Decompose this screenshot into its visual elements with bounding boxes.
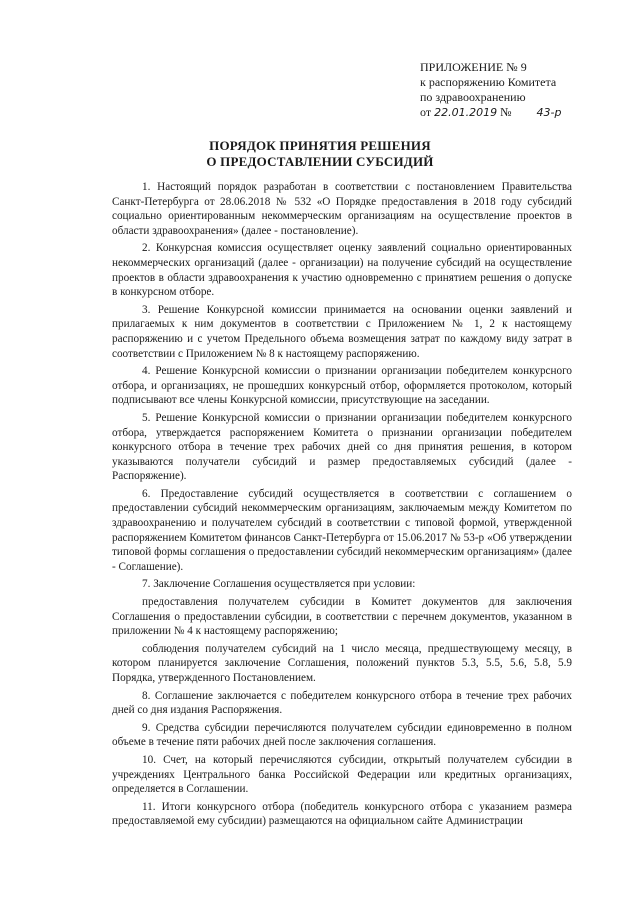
paragraph-11: 11. Итоги конкурсного отбора (победитель конкурсного отбора с указанием размера предоставляемой ему субсидии) размещаются на официальном сайте Администрации [112,800,572,828]
paragraph-7: 7. Заключение Соглашения осуществляется при условии: [142,578,416,591]
paragraph-2: 2. Конкурсная комиссия осуществляет оценку заявлений социально ориентированных некоммерческих организаций (далее - организации) на получение субсидий на осуществление проектов в области здравоохранения к участию одновременно с принятием решения о допуске в конкурсном отборе. [112,242,572,299]
document-title [0,138,640,170]
paragraph-8: 8. Соглашение заключается с победителем конкурсного отбора в течение трех рабочих дней со дня издания Распоряжения. [112,689,572,717]
paragraph-7-condition-2: соблюдения получателем субсидий на 1 число месяца, предшествующему месяцу, в котором планируется заключение Соглашения, положений пунктов 5.3, 5.5, 5.6, 5.8, 5.9 Порядка, утвержденного Постановлением. [112,642,572,684]
date-prefix: от [420,105,432,119]
appendix-header [420,60,600,120]
paragraph-7-condition-1: предоставления получателем субсидии в Комитет документов для заключения Соглашения о предоставлении субсидии, в соответствии с перечнем документов, указанном в приложении № 4 к настоящему распоряжению; [112,596,572,638]
document-body [112,180,572,832]
title-line-1: ПОРЯДОК ПРИНЯТИЯ РЕШЕНИЯ [209,138,431,153]
paragraph-10: 10. Счет, на который перечисляются субсидии, открытый получателем субсидии в учреждениях Центрального банка Российской Федерации или кредитных организациях, определяется в Соглашении. [112,753,572,796]
appendix-line-3: по здравоохранению [420,90,526,104]
paragraph-4: 4. Решение Конкурсной комиссии о признании организации победителем конкурсного отбора, и организациях, не прошедших конкурсный отбор, оформляется протоколом, который подписывают все члены Конкурсной комиссии, присутствующие на заседании. [112,365,572,407]
paragraph-3: 3. Решение Конкурсной комиссии принимается на основании оценки заявлений и прилагаемых к ним документов в соответствии с Приложением № 1, 2 к настоящему распоряжению и с учетом Предельного объема возмещения затрат по каждому виду затрат в соответствии с Приложением № 8 к настоящему распоряжению. [112,303,572,360]
title-line-2: О ПРЕДОСТАВЛЕНИИ СУБСИДИЙ [206,154,434,169]
appendix-title: ПРИЛОЖЕНИЕ № 9 [420,60,527,74]
paragraph-5: 5. Решение Конкурсной комиссии о признании организации победителем конкурсного отбора, утверждается распоряжением Комитета о признании организации победителем конкурсного отбора в течение трех рабочих дней со дня принятия решения, в котором указываются получатели субсидий и размер предоставляемых субсидий (далее - Распоряжение). [112,411,572,483]
paragraph-9: 9. Средства субсидии перечисляются получателем субсидии единовременно в полном объеме в течение пяти рабочих дней после заключения соглашения. [112,721,572,749]
appendix-line-2: к распоряжению Комитета [420,75,557,89]
paragraph-1: 1. Настоящий порядок разработан в соответствии с постановлением Правительства Санкт-Петербурга от 28.06.2018 № 532 «О Порядке предоставления в 2018 году субсидий социально ориентированным некоммерческим организациям на осуществление проектов в области здравоохранения» (далее - постановление). [112,181,572,237]
handwritten-number: 43-р [536,106,562,119]
appendix-date-line [420,105,600,120]
handwritten-date: 22.01.2019 [434,106,498,119]
number-prefix: № [500,105,512,119]
paragraph-6: 6. Предоставление субсидий осуществляется в соответствии с соглашением о предоставлении субсидий некоммерческим организациям, заключаемым между Комитетом по здравоохранению и получателем субсидий в соответствии с типовой формой, утвержденной распоряжением Комитетом финансов Санкт-Петербурга от 15.06.2017 № 53-р «Об утверждении типовой формы соглашения о предоставлении субсидий некоммерческим организациям» (далее - Соглашение). [112,487,572,573]
